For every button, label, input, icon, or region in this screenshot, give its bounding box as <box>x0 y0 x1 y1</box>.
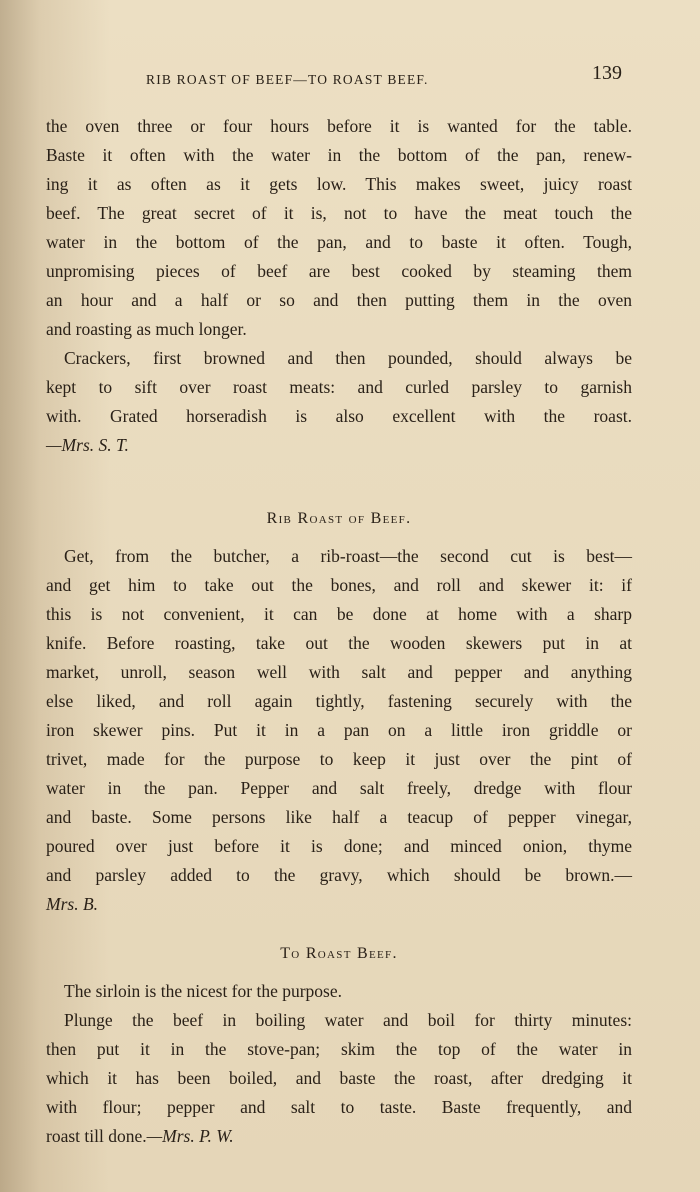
text-line: else liked, and roll again tightly, fastening securely with the <box>46 691 632 711</box>
text-line: Crackers, first browned and then pounded, should always be <box>64 348 632 368</box>
heading-gap <box>46 534 632 542</box>
section-heading-rib-roast: Rib Roast of Beef. <box>266 510 412 527</box>
running-head: RIB ROAST OF BEEF—TO ROAST BEEF. <box>146 72 429 87</box>
attribution: Mrs. B. <box>46 894 99 914</box>
text-line: unpromising pieces of beef are best cooked by steaming them <box>46 261 632 281</box>
paragraph-rib-roast <box>46 542 632 919</box>
paragraph-continuation <box>46 112 632 344</box>
text-line <box>46 1122 632 1151</box>
text-line: and get him to take out the bones, and roll and skewer it: if <box>46 575 632 595</box>
text-line: and parsley added to the gravy, which should be brown.— <box>46 865 632 885</box>
text-line: Plunge the beef in boiling water and boil for thirty minutes: <box>64 1010 632 1030</box>
text-line: beef. The great secret of it is, not to have the meat touch the <box>46 203 632 223</box>
text-line: Get, from the butcher, a rib-roast—the second cut is best— <box>64 546 632 566</box>
attribution: —Mrs. P. W. <box>146 1126 234 1146</box>
text-line: the oven three or four hours before it is wanted for the table. <box>46 116 632 136</box>
text-line: water in the bottom of the pan, and to baste it often. Tough, <box>46 232 632 252</box>
section-gap <box>46 919 632 939</box>
text-line: which it has been boiled, and baste the roast, after dredging it <box>46 1068 632 1088</box>
page-body <box>46 112 632 1151</box>
heading-gap <box>46 969 632 977</box>
text-line: with. Grated horseradish is also excellent with the roast. <box>46 406 632 426</box>
page-header <box>0 62 700 92</box>
text-line: then put it in the stove-pan; skim the top of the water in <box>46 1039 632 1059</box>
text-fragment: roast till done. <box>46 1126 147 1146</box>
text-line: and roasting as much longer. <box>46 319 247 339</box>
text-line: Baste it often with the water in the bottom of the pan, renew- <box>46 145 632 165</box>
text-line: trivet, made for the purpose to keep it just over the pint of <box>46 749 632 769</box>
text-line: ing it as often as it gets low. This makes sweet, juicy roast <box>46 174 632 194</box>
attribution: —Mrs. S. T. <box>46 435 129 455</box>
text-line: water in the pan. Pepper and salt freely, dredge with flour <box>46 778 632 798</box>
page-number: 139 <box>592 62 622 84</box>
paragraph-sirloin: The sirloin is the nicest for the purpose. <box>64 981 342 1001</box>
text-line: an hour and a half or so and then putting them in the oven <box>46 290 632 310</box>
section-gap <box>46 460 632 504</box>
paragraph-plunge <box>46 1006 632 1151</box>
text-line: iron skewer pins. Put it in a pan on a little iron griddle or <box>46 720 632 740</box>
text-line: this is not convenient, it can be done at home with a sharp <box>46 604 632 624</box>
text-line: market, unroll, season well with salt and pepper and anything <box>46 662 632 682</box>
paragraph-crackers <box>46 344 632 460</box>
text-line: and baste. Some persons like half a teacup of pepper vinegar, <box>46 807 632 827</box>
text-line: kept to sift over roast meats: and curled parsley to garnish <box>46 377 632 397</box>
text-line: poured over just before it is done; and minced onion, thyme <box>46 836 632 856</box>
section-heading-roast-beef: To Roast Beef. <box>280 945 398 962</box>
text-line: with flour; pepper and salt to taste. Baste frequently, and <box>46 1097 632 1117</box>
text-line: knife. Before roasting, take out the wooden skewers put in at <box>46 633 632 653</box>
